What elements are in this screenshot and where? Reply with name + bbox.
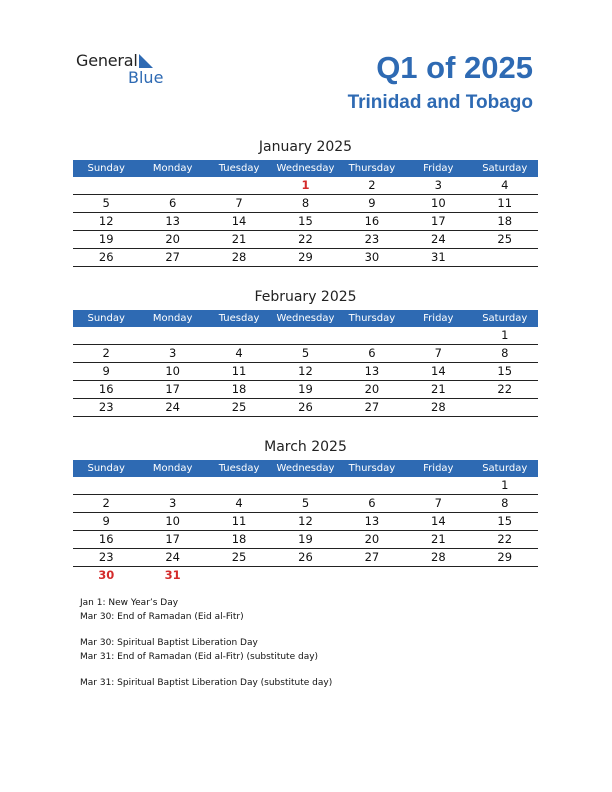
day-cell: 4 xyxy=(235,496,243,510)
day-cell: 15 xyxy=(298,214,313,228)
day-cell: 7 xyxy=(434,496,442,510)
empty-day-cell xyxy=(272,477,338,494)
day-cell: 27 xyxy=(364,550,380,564)
month-title: January 2025 xyxy=(258,139,353,155)
day-cell: 21 xyxy=(231,232,247,246)
day-cell: 27 xyxy=(165,250,180,264)
weekday-label: Saturday xyxy=(482,163,528,174)
week-row xyxy=(73,177,538,195)
day-cell: 18 xyxy=(231,382,247,396)
day-cell: 14 xyxy=(231,214,247,228)
week-row xyxy=(73,399,538,417)
empty-day-cell xyxy=(472,399,538,416)
day-cell: 11 xyxy=(231,514,247,528)
holiday-note: Mar 31: End of Ramadan (Eid al-Fitr) (substitute day) xyxy=(80,651,319,662)
empty-day-cell xyxy=(339,567,405,584)
week-row xyxy=(73,513,538,531)
empty-day-cell xyxy=(272,567,338,584)
weekday-label: Saturday xyxy=(482,313,528,324)
weekday-label: Friday xyxy=(423,163,454,174)
day-cell: 7 xyxy=(235,196,243,210)
day-cell: 25 xyxy=(231,550,247,564)
weekday-label: Thursday xyxy=(348,463,396,474)
day-cell: 16 xyxy=(98,382,114,396)
weekday-label: Saturday xyxy=(482,463,528,474)
week-row xyxy=(73,249,538,267)
week-row xyxy=(73,531,538,549)
weekday-label: Wednesday xyxy=(276,163,335,174)
day-cell: 25 xyxy=(497,232,513,246)
day-cell: 21 xyxy=(431,532,446,546)
week-row xyxy=(73,345,538,363)
day-cell: 12 xyxy=(298,514,313,528)
weekday-label: Monday xyxy=(152,313,193,324)
week-row xyxy=(73,477,538,495)
day-cell: 24 xyxy=(165,400,180,414)
empty-day-cell xyxy=(405,327,471,344)
day-cell: 28 xyxy=(431,400,446,414)
day-cell: 4 xyxy=(501,178,509,192)
day-cell: 7 xyxy=(434,346,442,360)
day-cell: 18 xyxy=(497,214,513,228)
day-cell: 24 xyxy=(165,550,180,564)
day-cell: 3 xyxy=(168,496,177,510)
day-cell: 6 xyxy=(368,496,376,510)
day-cell: 25 xyxy=(231,400,247,414)
day-cell: 8 xyxy=(301,196,310,210)
day-cell: 10 xyxy=(431,196,446,210)
weekday-label: Monday xyxy=(152,463,193,474)
empty-day-cell xyxy=(206,567,272,584)
weekday-label: Sunday xyxy=(87,163,125,174)
weekday-header xyxy=(73,160,538,177)
day-cell: 5 xyxy=(301,346,310,360)
day-cell: 31 xyxy=(431,250,446,264)
day-cell: 22 xyxy=(298,232,313,246)
day-cell: 15 xyxy=(497,514,513,528)
empty-day-cell xyxy=(339,477,405,494)
week-row xyxy=(73,327,538,345)
week-row xyxy=(73,231,538,249)
weekday-label: Monday xyxy=(152,163,193,174)
empty-day-cell xyxy=(206,177,272,194)
day-cell: 23 xyxy=(98,550,114,564)
weekday-label: Friday xyxy=(423,463,454,474)
day-cell: 17 xyxy=(165,382,180,396)
day-cell: 20 xyxy=(364,532,380,546)
day-cell: 24 xyxy=(431,232,446,246)
day-cell: 14 xyxy=(431,514,446,528)
day-cell: 5 xyxy=(102,196,110,210)
week-row xyxy=(73,549,538,567)
day-cell: 16 xyxy=(364,214,380,228)
month-calendar-january xyxy=(73,138,538,267)
empty-day-cell xyxy=(139,327,205,344)
holiday-note: Mar 31: Spiritual Baptist Liberation Day (substitute day) xyxy=(80,678,333,688)
month-title: February 2025 xyxy=(254,289,357,305)
day-cell: 22 xyxy=(497,382,513,396)
day-cell: 26 xyxy=(298,400,313,414)
day-cell: 13 xyxy=(364,514,380,528)
empty-day-cell xyxy=(73,327,139,344)
holiday-note: Mar 30: End of Ramadan (Eid al-Fitr) xyxy=(80,611,244,622)
logo-word-general: General xyxy=(76,51,138,70)
day-cell: 5 xyxy=(301,496,310,510)
day-cell: 26 xyxy=(98,250,114,264)
empty-day-cell xyxy=(73,477,139,494)
day-cell: 17 xyxy=(165,532,180,546)
day-cell: 17 xyxy=(431,214,446,228)
day-cell: 8 xyxy=(501,346,509,360)
day-cell: 20 xyxy=(364,382,380,396)
day-cell: 11 xyxy=(231,364,247,378)
empty-day-cell xyxy=(272,327,338,344)
empty-day-cell xyxy=(139,477,205,494)
empty-day-cell xyxy=(472,249,538,266)
day-cell: 28 xyxy=(431,550,446,564)
country-subtitle: Trinidad and Tobago xyxy=(347,92,533,113)
day-cell: 6 xyxy=(368,346,376,360)
empty-day-cell xyxy=(206,327,272,344)
page-title: Q1 of 2025 xyxy=(376,50,533,85)
day-cell: 26 xyxy=(298,550,313,564)
day-cell: 19 xyxy=(298,532,313,546)
day-cell: 29 xyxy=(298,250,313,264)
week-row xyxy=(73,381,538,399)
weekday-header xyxy=(73,310,538,327)
weekday-label: Tuesday xyxy=(218,313,260,324)
weekday-label: Thursday xyxy=(348,163,396,174)
day-cell: 1 xyxy=(301,178,310,192)
logo-flag-icon xyxy=(139,54,153,68)
weekday-label: Tuesday xyxy=(218,463,260,474)
day-cell: 1 xyxy=(501,478,509,492)
weekday-header xyxy=(73,460,538,477)
day-cell: 15 xyxy=(497,364,513,378)
week-row xyxy=(73,495,538,513)
day-cell: 11 xyxy=(497,196,513,210)
day-cell: 16 xyxy=(98,532,114,546)
empty-day-cell xyxy=(139,177,205,194)
day-cell: 18 xyxy=(231,532,247,546)
day-cell: 6 xyxy=(168,196,177,210)
day-cell: 10 xyxy=(165,364,180,378)
holiday-note: Mar 30: Spiritual Baptist Liberation Day xyxy=(80,638,258,648)
day-cell: 29 xyxy=(497,550,513,564)
weekday-label: Sunday xyxy=(87,313,125,324)
empty-day-cell xyxy=(206,477,272,494)
day-cell: 27 xyxy=(364,400,380,414)
day-cell: 23 xyxy=(98,400,114,414)
day-cell: 9 xyxy=(368,196,376,210)
day-cell: 13 xyxy=(364,364,380,378)
day-cell: 1 xyxy=(501,328,509,342)
day-cell: 13 xyxy=(165,214,180,228)
month-calendar-february xyxy=(73,288,538,417)
week-row xyxy=(73,363,538,381)
day-cell: 9 xyxy=(102,364,110,378)
day-cell: 30 xyxy=(98,568,115,582)
day-cell: 23 xyxy=(364,232,380,246)
weekday-label: Friday xyxy=(423,313,454,324)
holiday-notes xyxy=(80,597,332,691)
day-cell: 12 xyxy=(98,214,114,228)
empty-day-cell xyxy=(339,327,405,344)
day-cell: 2 xyxy=(368,178,376,192)
day-cell: 9 xyxy=(102,514,110,528)
day-cell: 22 xyxy=(497,532,513,546)
day-cell: 30 xyxy=(364,250,380,264)
empty-day-cell xyxy=(73,177,139,194)
week-row xyxy=(73,195,538,213)
day-cell: 10 xyxy=(165,514,180,528)
day-cell: 3 xyxy=(168,346,177,360)
day-cell: 19 xyxy=(298,382,313,396)
weekday-label: Tuesday xyxy=(218,163,260,174)
day-cell: 3 xyxy=(434,178,442,192)
brand-logo xyxy=(76,51,164,87)
holiday-note: Jan 1: New Year’s Day xyxy=(80,598,179,608)
day-cell: 2 xyxy=(102,496,110,510)
day-cell: 19 xyxy=(98,232,114,246)
weekday-label: Wednesday xyxy=(276,463,335,474)
week-row xyxy=(73,567,538,584)
weekday-label: Sunday xyxy=(87,463,125,474)
day-cell: 31 xyxy=(164,568,181,582)
day-cell: 12 xyxy=(298,364,313,378)
weekday-label: Thursday xyxy=(348,313,396,324)
day-cell: 20 xyxy=(165,232,180,246)
day-cell: 8 xyxy=(501,496,509,510)
weekday-label: Wednesday xyxy=(276,313,335,324)
day-cell: 2 xyxy=(102,346,110,360)
week-row xyxy=(73,213,538,231)
empty-day-cell xyxy=(472,567,538,584)
day-cell: 14 xyxy=(431,364,446,378)
logo-word-blue: Blue xyxy=(128,68,164,87)
empty-day-cell xyxy=(405,477,471,494)
day-cell: 28 xyxy=(231,250,247,264)
month-calendar-march xyxy=(73,438,538,584)
empty-day-cell xyxy=(405,567,471,584)
day-cell: 21 xyxy=(431,382,446,396)
day-cell: 4 xyxy=(235,346,243,360)
month-title: March 2025 xyxy=(264,439,347,455)
